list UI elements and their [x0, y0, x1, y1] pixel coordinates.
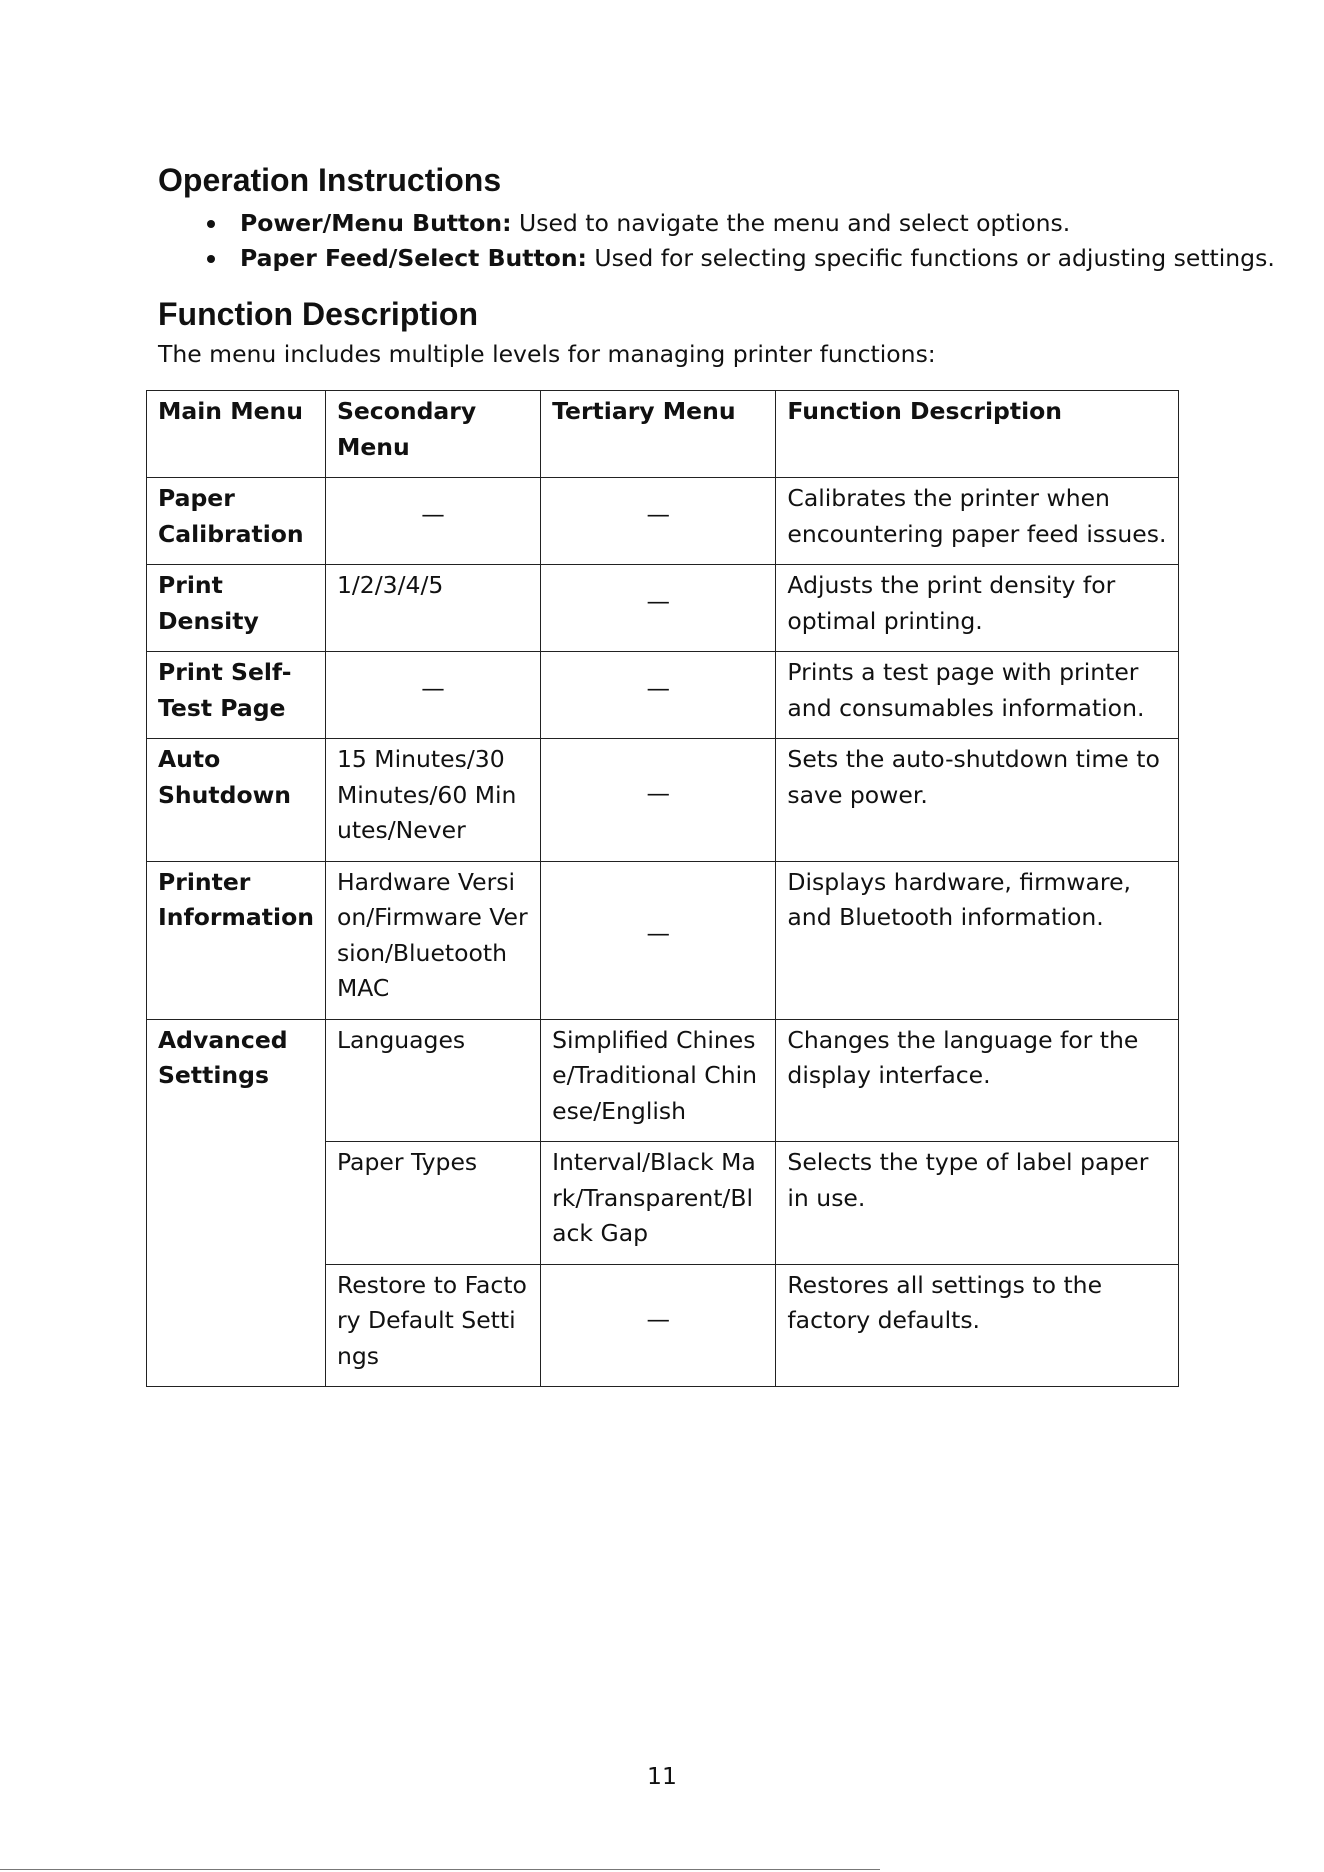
page-number: 11	[647, 1762, 677, 1790]
tertiary-menu-cell: —	[541, 739, 776, 862]
operation-instructions-heading: Operation Instructions	[158, 162, 502, 198]
table-row	[147, 739, 1179, 862]
main-menu-cell: Print Density	[147, 565, 326, 652]
list-item-text: Used to navigate the menu and select options.	[511, 209, 1071, 237]
tertiary-menu-cell: —	[541, 861, 776, 1019]
main-menu-cell: Print Self-Test Page	[147, 652, 326, 739]
description-cell: Calibrates the printer when encountering paper feed issues.	[776, 478, 1179, 565]
tertiary-menu-cell: —	[541, 652, 776, 739]
description-cell: Restores all settings to the factory defaults.	[776, 1264, 1179, 1387]
main-menu-cell: Advanced Settings	[147, 1019, 326, 1387]
description-cell: Sets the auto-shutdown time to save power.	[776, 739, 1179, 862]
table-header-row	[147, 391, 1179, 478]
secondary-menu-cell: Paper Types	[325, 1142, 540, 1265]
description-cell: Changes the language for the display interface.	[776, 1019, 1179, 1142]
main-menu-cell: Printer Information	[147, 861, 326, 1019]
list-item-text: Used for selecting specific functions or adjusting settings.	[586, 244, 1275, 272]
function-description-heading: Function Description	[158, 296, 478, 332]
list-item	[158, 241, 1275, 276]
secondary-menu-cell: —	[325, 652, 540, 739]
secondary-menu-cell: —	[325, 478, 540, 565]
header-function-description: Function Description	[776, 391, 1179, 478]
header-secondary-menu: Secondary Menu	[325, 391, 540, 478]
bullet-icon	[207, 255, 215, 263]
secondary-menu-cell: 15 Minutes/30 Minutes/60 Minutes/Never	[325, 739, 540, 862]
tertiary-menu-cell: —	[541, 478, 776, 565]
table-row	[147, 1019, 1179, 1142]
tertiary-menu-cell: Simplified Chinese/Traditional Chinese/English	[541, 1019, 776, 1142]
tertiary-menu-cell: Interval/Black Mark/Transparent/Black Gap	[541, 1142, 776, 1265]
secondary-menu-cell: Hardware Version/Firmware Version/Bluetooth MAC	[325, 861, 540, 1019]
description-cell: Prints a test page with printer and consumables information.	[776, 652, 1179, 739]
footer-divider	[0, 1869, 880, 1870]
intro-text: The menu includes multiple levels for managing printer functions:	[158, 340, 936, 368]
description-cell: Displays hardware, firmware, and Bluetooth information.	[776, 861, 1179, 1019]
main-menu-cell: Auto Shutdown	[147, 739, 326, 862]
tertiary-menu-cell: —	[541, 1264, 776, 1387]
secondary-menu-cell: 1/2/3/4/5	[325, 565, 540, 652]
secondary-menu-cell: Languages	[325, 1019, 540, 1142]
list-item-term: Paper Feed/Select Button:	[240, 244, 587, 272]
bullet-icon	[207, 220, 215, 228]
description-cell: Selects the type of label paper in use.	[776, 1142, 1179, 1265]
description-cell: Adjusts the print density for optimal printing.	[776, 565, 1179, 652]
button-list	[158, 206, 1275, 276]
header-tertiary-menu: Tertiary Menu	[541, 391, 776, 478]
list-item-term: Power/Menu Button:	[240, 209, 512, 237]
main-menu-cell: Paper Calibration	[147, 478, 326, 565]
secondary-menu-cell: Restore to Factory Default Settings	[325, 1264, 540, 1387]
tertiary-menu-cell: —	[541, 565, 776, 652]
table-row	[147, 861, 1179, 1019]
header-main-menu: Main Menu	[147, 391, 326, 478]
table-row	[147, 652, 1179, 739]
table-row	[147, 478, 1179, 565]
menu-table	[146, 390, 1179, 1387]
list-item	[158, 206, 1275, 241]
table-row	[147, 565, 1179, 652]
